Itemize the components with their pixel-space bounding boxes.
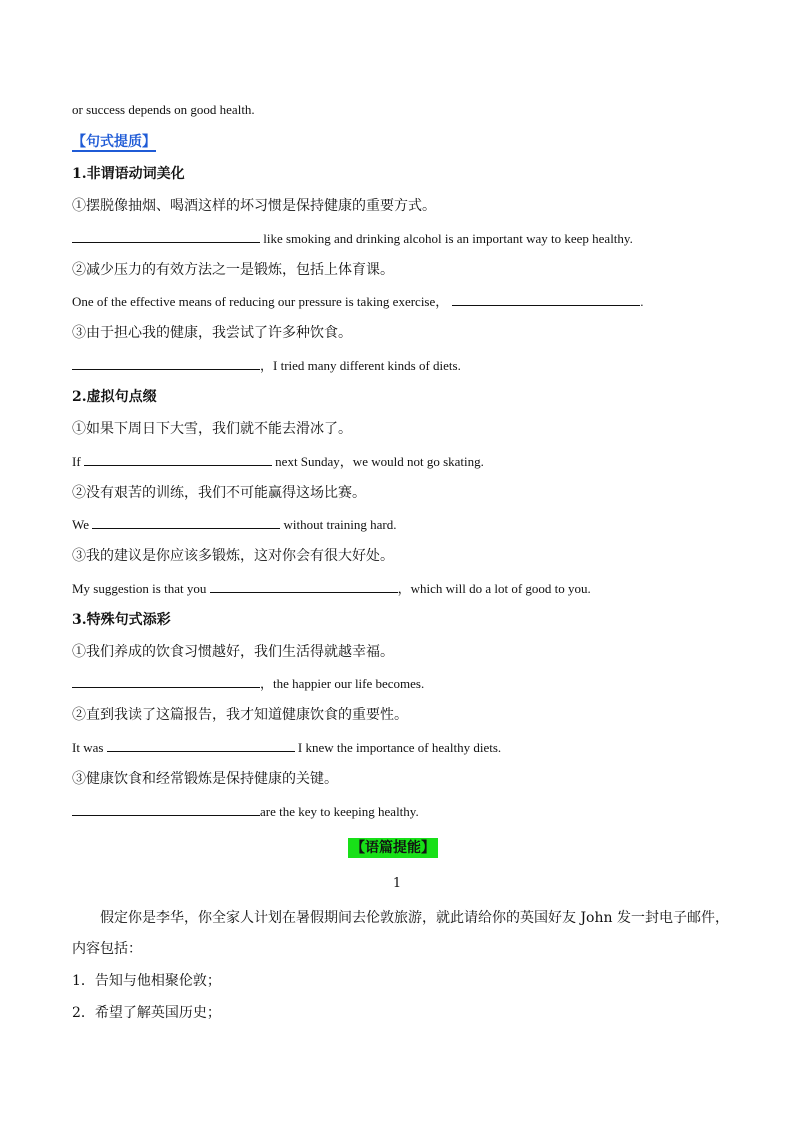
group-heading: 3.特殊句式添彩 (72, 612, 171, 628)
chinese-prompt: ②没有艰苦的训练，我们不可能赢得这场比赛。 (72, 485, 366, 501)
sentence-post: ，which will do a lot of good to you. (397, 581, 591, 596)
sentence-post: ，the happier our life becomes. (260, 676, 425, 691)
task-point: 2．希望了解英国历史； (72, 1005, 221, 1021)
chinese-prompt: ②减少压力的有效方法之一是锻炼，包括上体育课。 (72, 262, 394, 278)
fill-sentence (72, 515, 397, 534)
sentence-post: are the key to keeping healthy. (260, 804, 419, 819)
fill-sentence (72, 802, 419, 821)
task-number: 1 (392, 876, 402, 891)
answer-blank[interactable] (452, 292, 640, 306)
answer-blank[interactable] (92, 515, 280, 529)
sentence-post: . (640, 294, 644, 309)
intro-tail: or success depends on good health. (72, 102, 255, 117)
fill-sentence (72, 579, 591, 598)
sentence-post: ，I tried many different kinds of diets. (260, 358, 461, 373)
section-tag-label: 【句式提质】 (72, 134, 156, 150)
answer-blank[interactable] (72, 674, 260, 688)
answer-blank[interactable] (72, 229, 260, 243)
sentence-pre: One of the effective means of reducing our pressure is taking exercise， (72, 294, 449, 309)
answer-blank[interactable] (72, 356, 260, 370)
sentence-pre: My suggestion is that you (72, 581, 210, 596)
chinese-prompt: ①我们养成的饮食习惯越好，我们生活得就越幸福。 (72, 644, 394, 660)
chinese-prompt: ①摆脱像抽烟、喝酒这样的坏习惯是保持健康的重要方式。 (72, 198, 436, 214)
fill-sentence (72, 738, 501, 757)
sentence-post: like smoking and drinking alcohol is an important way to keep healthy. (260, 231, 633, 246)
group-heading: 1.非谓语动词美化 (72, 166, 185, 182)
answer-blank[interactable] (107, 738, 295, 752)
section2-tag: 【语篇提能】 (348, 838, 438, 858)
task-point: 1．告知与他相聚伦敦； (72, 973, 221, 989)
sentence-post: next Sunday，we would not go skating. (271, 454, 484, 469)
answer-blank[interactable] (84, 452, 272, 466)
fill-sentence (72, 356, 461, 375)
chinese-prompt: ③由于担心我的健康，我尝试了许多种饮食。 (72, 325, 352, 341)
sentence-post: without training hard. (280, 517, 397, 532)
answer-blank[interactable] (210, 579, 398, 593)
sentence-pre: We (72, 517, 93, 532)
chinese-prompt: ②直到我读了这篇报告，我才知道健康饮食的重要性。 (72, 707, 408, 723)
task-paragraph: 假定你是李华，你全家人计划在暑假期间去伦敦旅游，就此请给你的英国好友 John 发一封电子邮件， (100, 910, 729, 926)
task-paragraph-cont: 内容包括： (72, 941, 142, 957)
fill-sentence (72, 229, 633, 248)
answer-blank[interactable] (72, 802, 260, 816)
section-tag-sentence (72, 133, 156, 152)
sentence-pre: It was (72, 740, 107, 755)
group-heading: 2.虚拟句点缀 (72, 389, 157, 405)
fill-sentence (72, 674, 424, 693)
chinese-prompt: ③我的建议是你应该多锻炼，这对你会有很大好处。 (72, 548, 394, 564)
fill-sentence (72, 292, 644, 311)
sentence-post: I knew the importance of healthy diets. (294, 740, 502, 755)
chinese-prompt: ③健康饮食和经常锻炼是保持健康的关键。 (72, 771, 338, 787)
fill-sentence (72, 452, 484, 471)
chinese-prompt: ①如果下周日下大雪，我们就不能去滑冰了。 (72, 421, 352, 437)
sentence-pre: If (72, 454, 84, 469)
